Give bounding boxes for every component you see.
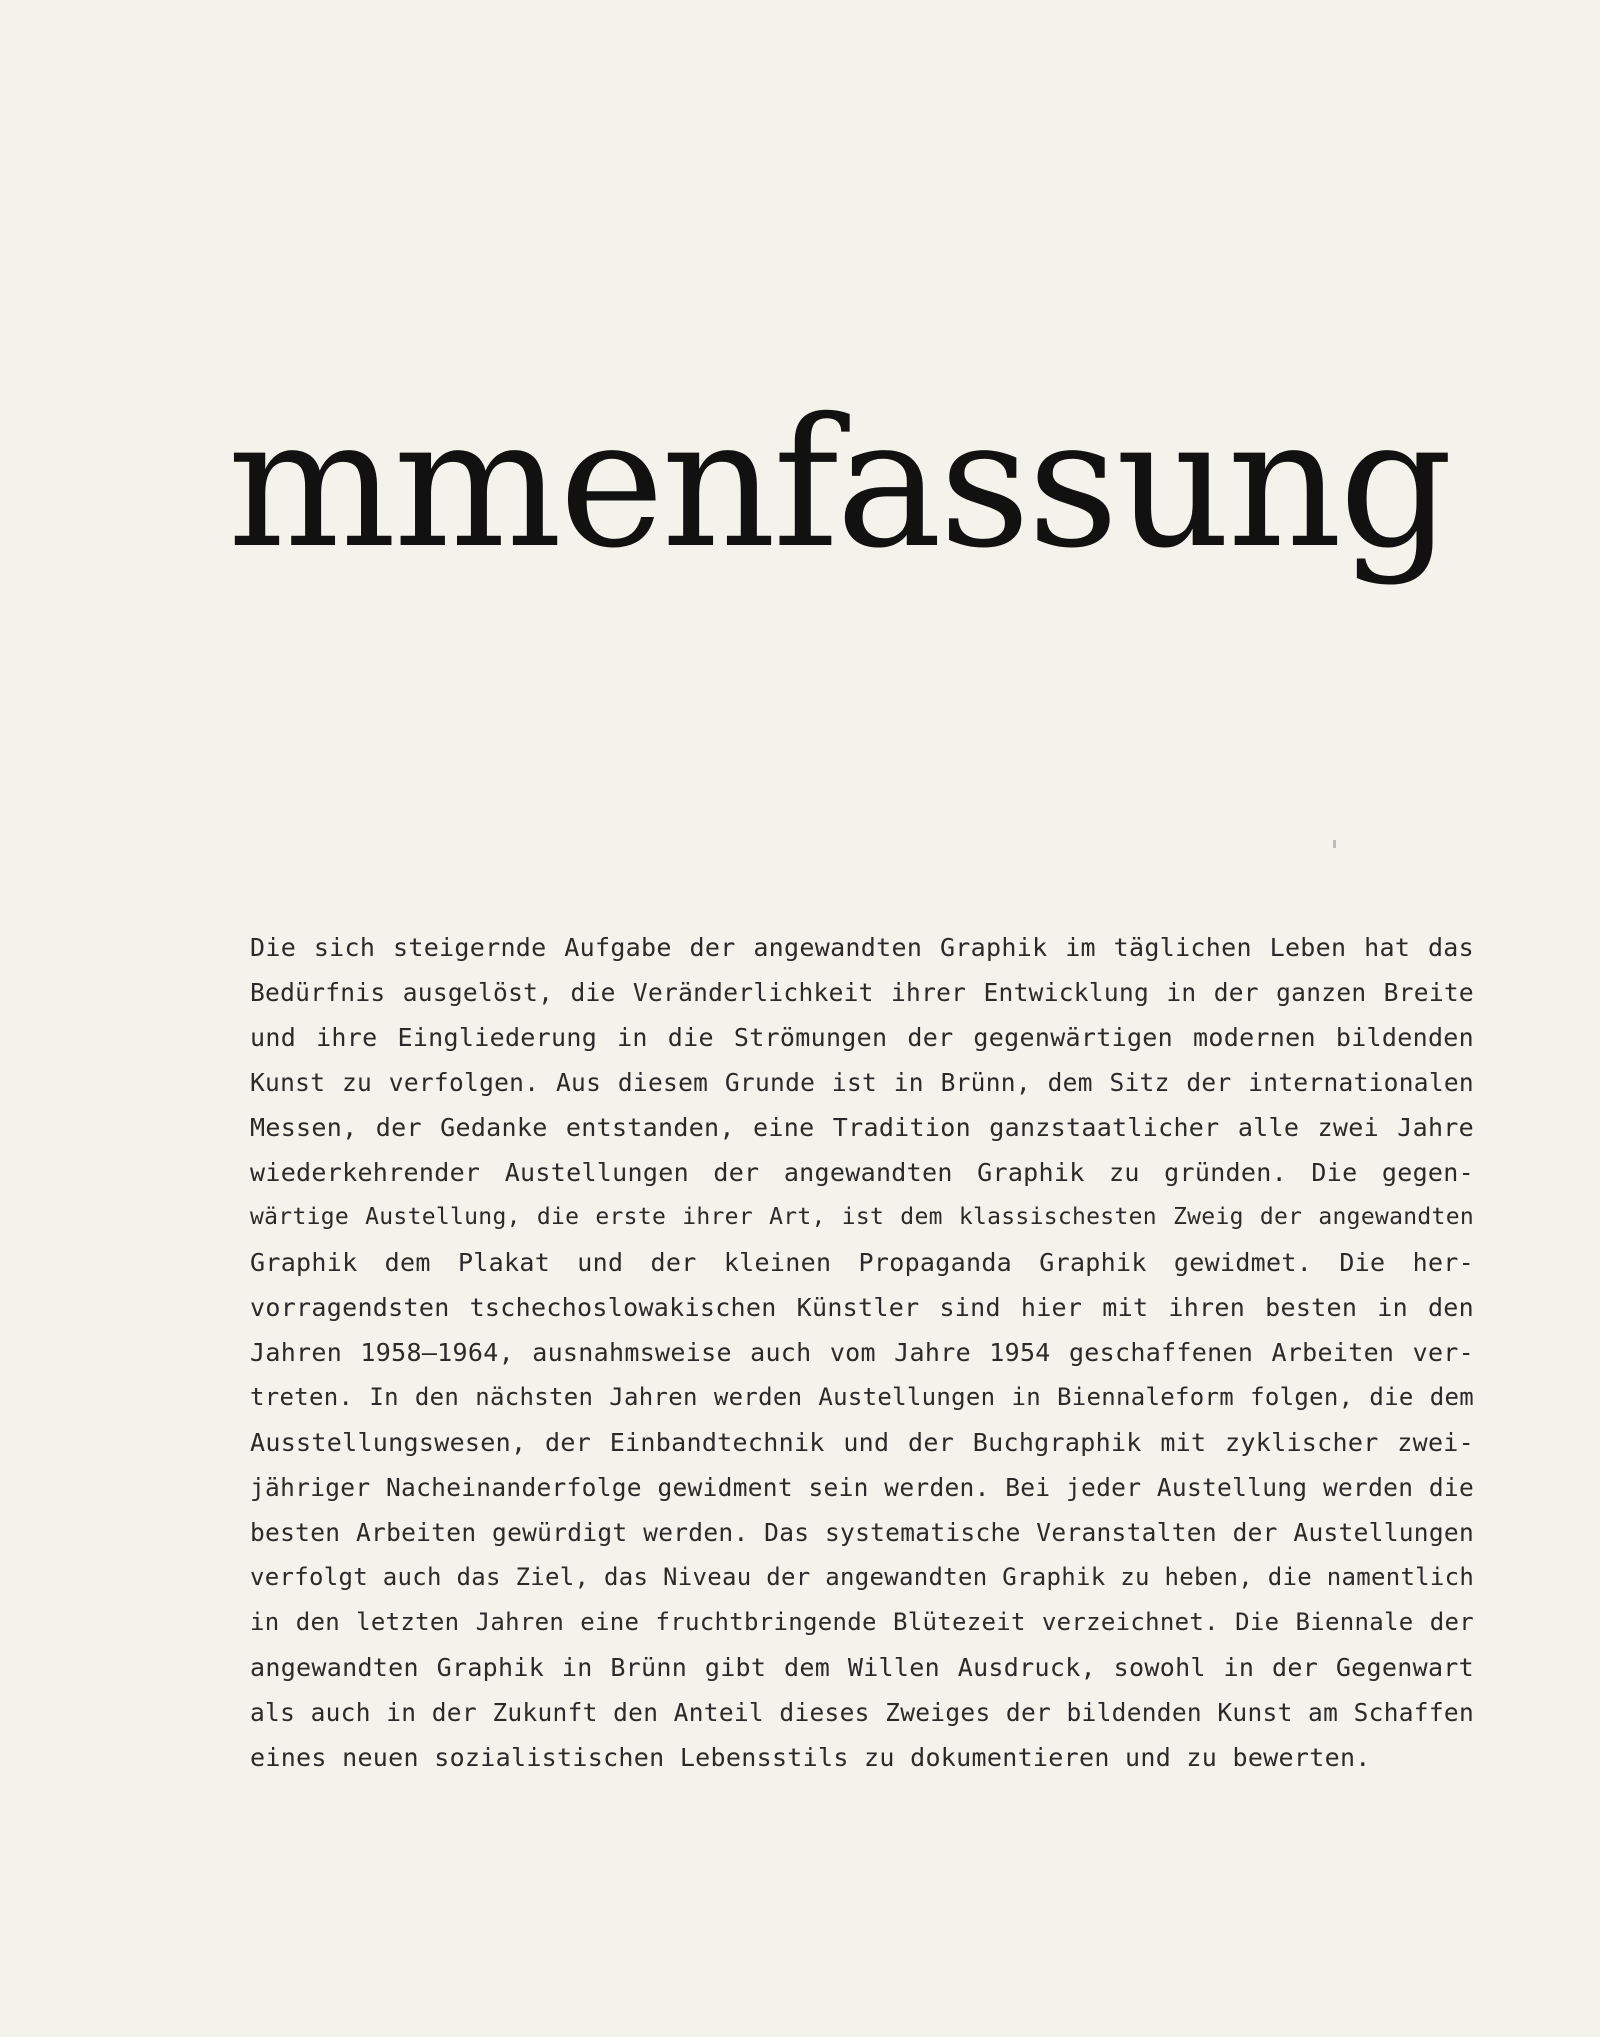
text-line: Graphik dem Plakat und der kleinen Propaganda Graphik gewidmet. Die her- [250,1248,1474,1277]
text-line: in den letzten Jahren eine fruchtbringende Blütezeit verzeichnet. Die Biennale der [250,1608,1474,1636]
text-line: besten Arbeiten gewürdigt werden. Das systematische Veranstalten der Austellungen [250,1518,1474,1547]
text-line: Ausstellungswesen, der Einbandtechnik und der Buchgraphik mit zyklischer zwei- [250,1428,1474,1457]
text-line: angewandten Graphik in Brünn gibt dem Willen Ausdruck, sowohl in der Gegenwart [250,1653,1474,1682]
summary-paragraph [250,925,1474,1780]
text-line: Jahren 1958—1964, ausnahmsweise auch vom Jahre 1954 geschaffenen Arbeiten ver- [250,1338,1474,1367]
text-line: jähriger Nacheinanderfolge gewidment sein werden. Bei jeder Austellung werden die [250,1473,1474,1502]
text-line: eines neuen sozialistischen Lebensstils zu dokumentieren und zu bewerten. [250,1743,1371,1772]
text-line: wärtige Austellung, die erste ihrer Art, ist dem klassischesten Zweig der angewandten [250,1204,1474,1230]
text-line: als auch in der Zukunft den Anteil dieses Zweiges der bildenden Kunst am Schaffen [250,1698,1474,1727]
text-line: Die sich steigernde Aufgabe der angewandten Graphik im täglichen Leben hat das [250,933,1474,962]
text-line: treten. In den nächsten Jahren werden Austellungen in Biennaleform folgen, die dem [250,1383,1474,1411]
text-line: Kunst zu verfolgen. Aus diesem Grunde ist in Brünn, dem Sitz der internationalen [250,1068,1474,1097]
print-speck [1333,840,1336,848]
text-line: vorragendsten tschechoslowakischen Künstler sind hier mit ihren besten in den [250,1293,1474,1322]
text-line: und ihre Eingliederung in die Strömungen der gegenwärtigen modernen bildenden [250,1023,1474,1052]
text-line: Messen, der Gedanke entstanden, eine Tradition ganzstaatlicher alle zwei Jahre [250,1113,1474,1142]
text-line: Bedürfnis ausgelöst, die Veränderlichkeit ihrer Entwicklung in der ganzen Breite [250,978,1474,1007]
page-title: mmenfassung [227,380,1450,587]
text-line: wiederkehrender Austellungen der angewandten Graphik zu gründen. Die gegen- [250,1158,1474,1187]
text-line: verfolgt auch das Ziel, das Niveau der angewandten Graphik zu heben, die namentlich [250,1563,1475,1591]
